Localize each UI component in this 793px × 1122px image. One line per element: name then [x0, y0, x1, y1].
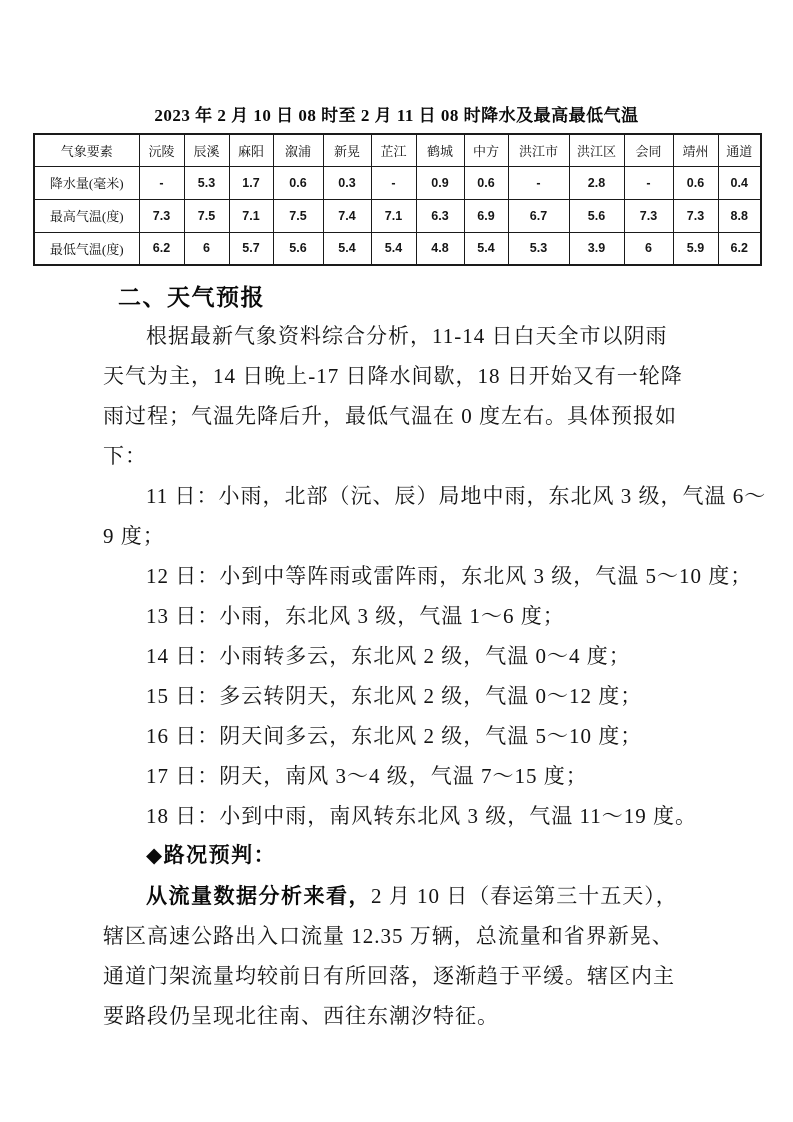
data-cell: 6.2: [139, 232, 184, 265]
road-lead-rest-text: 2 月 10 日（春运第三十五天），: [371, 884, 678, 908]
forecast-intro-line: 下：: [103, 444, 147, 468]
data-cell: 6.2: [718, 232, 761, 265]
header-cell-region: 洪江区: [569, 134, 624, 166]
data-cell: 5.3: [508, 232, 569, 265]
forecast-intro-line: 天气为主，14 日晚上-17 日降水间歇，18 日开始又有一轮降: [103, 364, 683, 388]
forecast-day-line-11: 11 日：小雨，北部（沅、辰）局地中雨，东北风 3 级，气温 6～: [146, 484, 767, 508]
road-lead-line: [103, 876, 703, 916]
data-cell: 2.8: [569, 166, 624, 199]
header-cell-region: 中方: [464, 134, 508, 166]
forecast-day-line-18: 18 日：小到中雨，南风转东北风 3 级，气温 11～19 度。: [146, 804, 697, 828]
header-cell-region: 沅陵: [139, 134, 184, 166]
road-body-line: 辖区高速公路出入口流量 12.35 万辆，总流量和省界新晃、: [103, 924, 674, 948]
weather-table: [33, 133, 762, 266]
data-cell: 7.3: [624, 199, 673, 232]
header-cell-region: 芷江: [371, 134, 416, 166]
data-cell: 0.4: [718, 166, 761, 199]
forecast-day-line-16: 16 日：阴天间多云，东北风 2 级，气温 5～10 度；: [146, 724, 643, 748]
header-cell-region: 通道: [718, 134, 761, 166]
document-body: [103, 282, 767, 1036]
header-cell-region: 辰溪: [184, 134, 229, 166]
data-cell: 5.4: [464, 232, 508, 265]
data-cell: 5.3: [184, 166, 229, 199]
forecast-intro-line: 根据最新气象资料综合分析，11-14 日白天全市以阴雨: [146, 324, 668, 348]
data-cell: 5.9: [673, 232, 718, 265]
header-cell-region: 溆浦: [273, 134, 323, 166]
forecast-day-line-12: 12 日：小到中等阵雨或雷阵雨，东北风 3 级，气温 5～10 度；: [146, 564, 753, 588]
road-body-line: 要路段仍呈现北往南、西往东潮汐特征。: [103, 1004, 499, 1028]
header-cell-region: 会同: [624, 134, 673, 166]
road-lead-bold-text: 从流量数据分析来看，: [146, 885, 371, 908]
data-cell: -: [371, 166, 416, 199]
table-row-min-temp: [34, 232, 761, 265]
data-cell: 7.5: [184, 199, 229, 232]
data-cell: 6: [624, 232, 673, 265]
row-label: 最高气温(度): [34, 199, 139, 232]
table-row-max-temp: [34, 199, 761, 232]
data-cell: 0.6: [273, 166, 323, 199]
data-cell: -: [508, 166, 569, 199]
road-section-heading: ◆路况预判：: [146, 844, 277, 867]
header-cell-region: 新晃: [323, 134, 371, 166]
data-cell: 7.1: [229, 199, 273, 232]
data-cell: -: [624, 166, 673, 199]
row-label: 最低气温(度): [34, 232, 139, 265]
data-cell: 8.8: [718, 199, 761, 232]
data-cell: 0.3: [323, 166, 371, 199]
row-label: 降水量(毫米): [34, 166, 139, 199]
forecast-intro-line: 雨过程；气温先降后升，最低气温在 0 度左右。具体预报如: [103, 404, 677, 428]
data-cell: 1.7: [229, 166, 273, 199]
data-cell: 7.1: [371, 199, 416, 232]
data-cell: 5.4: [323, 232, 371, 265]
forecast-section-heading: 二、天气预报: [118, 284, 265, 310]
forecast-day-line-11-cont: 9 度；: [103, 524, 165, 548]
data-cell: 0.6: [673, 166, 718, 199]
data-cell: 3.9: [569, 232, 624, 265]
header-cell-region: 洪江市: [508, 134, 569, 166]
header-cell-region: 靖州: [673, 134, 718, 166]
header-cell-element: 气象要素: [34, 134, 139, 166]
data-cell: 0.6: [464, 166, 508, 199]
data-cell: -: [139, 166, 184, 199]
data-cell: 4.8: [416, 232, 464, 265]
document-title: 2023 年 2 月 10 日 08 时至 2 月 11 日 08 时降水及最高最低气温: [154, 106, 639, 125]
table-header-row: [34, 134, 761, 166]
data-cell: 6.3: [416, 199, 464, 232]
data-cell: 7.3: [673, 199, 718, 232]
forecast-day-line-15: 15 日：多云转阴天，东北风 2 级，气温 0～12 度；: [146, 684, 643, 708]
data-cell: 6: [184, 232, 229, 265]
header-cell-region: 麻阳: [229, 134, 273, 166]
data-cell: 5.6: [569, 199, 624, 232]
data-cell: 5.6: [273, 232, 323, 265]
data-cell: 7.4: [323, 199, 371, 232]
forecast-day-line-13: 13 日：小雨，东北风 3 级，气温 1～6 度；: [146, 604, 565, 628]
data-cell: 5.7: [229, 232, 273, 265]
header-cell-region: 鹤城: [416, 134, 464, 166]
data-cell: 5.4: [371, 232, 416, 265]
data-cell: 0.9: [416, 166, 464, 199]
data-cell: 7.3: [139, 199, 184, 232]
data-cell: 7.5: [273, 199, 323, 232]
data-cell: 6.7: [508, 199, 569, 232]
table-row-precipitation: [34, 166, 761, 199]
forecast-day-line-17: 17 日：阴天，南风 3～4 级，气温 7～15 度；: [146, 764, 588, 788]
forecast-day-line-14: 14 日：小雨转多云，东北风 2 级，气温 0～4 度；: [146, 644, 631, 668]
road-body-line: 通道门架流量均较前日有所回落，逐渐趋于平缓。辖区内主: [103, 964, 675, 988]
data-cell: 6.9: [464, 199, 508, 232]
